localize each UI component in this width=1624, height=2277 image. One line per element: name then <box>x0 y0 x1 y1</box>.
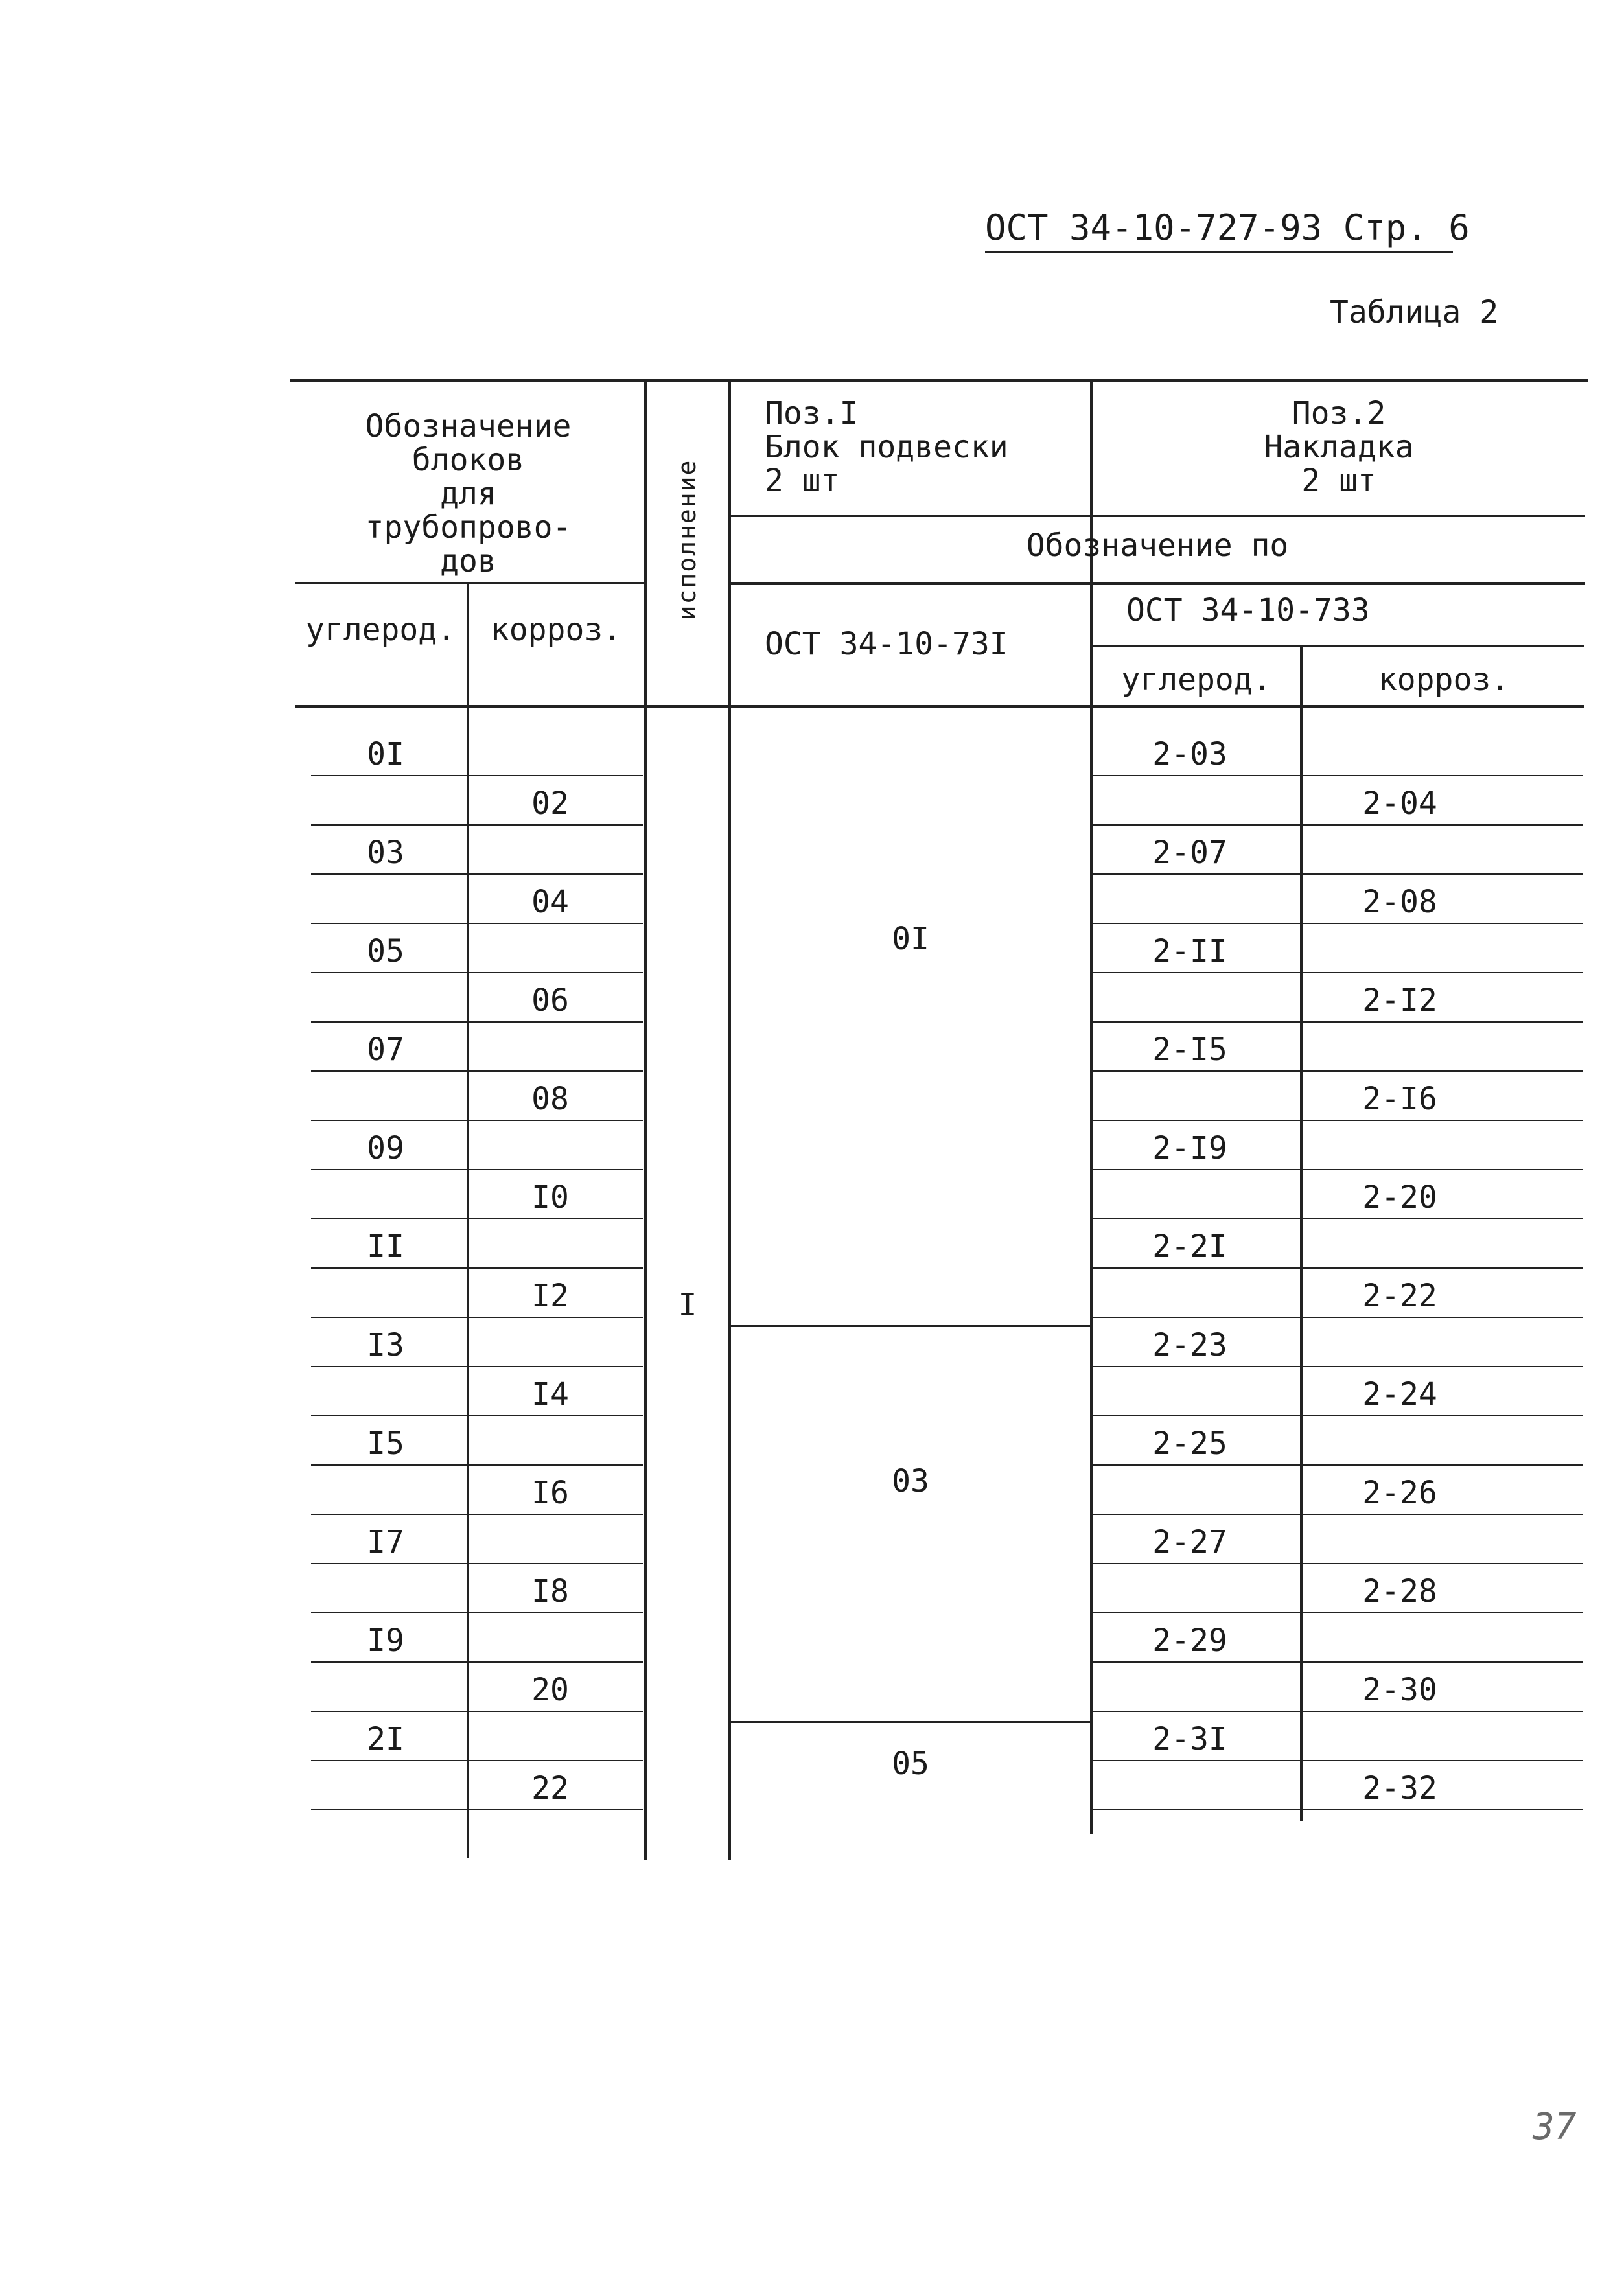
row-pos2-value: 2-I5 <box>1152 1032 1227 1068</box>
row-separator <box>311 1120 643 1121</box>
row-separator <box>1093 1563 1583 1564</box>
row-separator <box>1093 1415 1583 1416</box>
designation-header: Обозначение блоков для трубопрово- дов <box>365 408 572 579</box>
row-separator <box>311 824 643 826</box>
row-pos2-value: 2-II <box>1152 933 1227 969</box>
row-separator <box>311 1464 643 1466</box>
row-pos2-value: 2-I9 <box>1152 1130 1227 1166</box>
row-separator <box>311 1366 643 1367</box>
row-pos2-value: 2-08 <box>1362 884 1437 920</box>
line-pos-header <box>730 515 1585 517</box>
row-separator <box>1093 1809 1583 1810</box>
row-separator <box>311 1563 643 1564</box>
row-corrosion-value: 20 <box>531 1672 569 1708</box>
pos1-group-divider-2 <box>730 1721 1090 1723</box>
pos1-group-value: 05 <box>892 1746 929 1782</box>
pos2-carbon-subheader: углерод. <box>1121 662 1271 698</box>
row-separator <box>1093 1169 1583 1170</box>
row-corrosion-value: 22 <box>531 1770 569 1807</box>
row-corrosion-value: I4 <box>531 1376 569 1413</box>
row-pos2-value: 2-I2 <box>1362 982 1437 1019</box>
row-separator <box>311 1267 643 1269</box>
pos2-corrosion-subheader: корроз. <box>1378 662 1510 698</box>
row-corrosion-value: 04 <box>531 884 569 920</box>
line-pos2-sub <box>1091 645 1584 647</box>
row-separator <box>311 1760 643 1761</box>
row-pos2-value: 2-27 <box>1152 1524 1227 1560</box>
row-separator <box>311 923 643 924</box>
row-pos2-value: 2-30 <box>1362 1672 1437 1708</box>
row-carbon-value: 05 <box>367 933 404 969</box>
row-pos2-value: 2-22 <box>1362 1278 1437 1314</box>
row-separator <box>1093 1612 1583 1613</box>
row-pos2-value: 2-32 <box>1362 1770 1437 1807</box>
designation-by-header: Обозначение по <box>1026 527 1289 564</box>
row-carbon-value: I9 <box>367 1623 404 1659</box>
row-separator <box>1093 1218 1583 1219</box>
row-separator <box>311 1317 643 1318</box>
pos1-header: Поз.I Блок подвески 2 шт <box>765 395 1008 499</box>
row-carbon-value: I7 <box>367 1524 404 1560</box>
row-separator <box>311 1612 643 1613</box>
row-pos2-value: 2-2I <box>1152 1229 1227 1265</box>
row-separator <box>1093 1070 1583 1072</box>
row-pos2-value: 2-07 <box>1152 835 1227 871</box>
row-separator <box>1093 775 1583 776</box>
row-pos2-value: 2-26 <box>1362 1475 1437 1511</box>
corrosion-subheader: корроз. <box>490 612 622 648</box>
vline-version-right <box>728 379 731 1860</box>
row-pos2-value: 2-25 <box>1152 1426 1227 1462</box>
page-number: Стр. 6 <box>1343 207 1470 248</box>
row-separator <box>311 1661 643 1663</box>
corner-mark: 37 <box>1533 2106 1577 2148</box>
version-value: I <box>678 1287 697 1323</box>
row-separator <box>1093 923 1583 924</box>
row-pos2-value: 2-23 <box>1152 1327 1227 1363</box>
header-underline <box>985 251 1453 253</box>
carbon-subheader: углерод. <box>305 612 456 648</box>
row-separator <box>311 1021 643 1023</box>
row-separator <box>1093 972 1583 973</box>
row-separator <box>311 1514 643 1515</box>
version-header: исполнение <box>673 459 701 621</box>
row-pos2-value: 2-20 <box>1362 1179 1437 1216</box>
vline-designation-split <box>467 582 469 1858</box>
row-carbon-value: 07 <box>367 1032 404 1068</box>
row-carbon-value: II <box>367 1229 404 1265</box>
row-corrosion-value: 06 <box>531 982 569 1019</box>
row-pos2-value: 2-28 <box>1362 1573 1437 1610</box>
pos1-group-value: 03 <box>892 1463 929 1499</box>
row-separator <box>311 1809 643 1810</box>
pos1-group-divider-1 <box>730 1325 1090 1327</box>
row-separator <box>311 873 643 875</box>
row-separator <box>1093 1120 1583 1121</box>
vline-version-left <box>644 379 647 1860</box>
row-separator <box>1093 1514 1583 1515</box>
pos1-group-value: 0I <box>892 921 929 957</box>
line-designation-split <box>295 582 644 584</box>
row-separator <box>311 1711 643 1712</box>
row-separator <box>311 1070 643 1072</box>
table-header-bottom <box>295 705 1584 708</box>
row-separator <box>1093 873 1583 875</box>
row-pos2-value: 2-29 <box>1152 1623 1227 1659</box>
row-separator <box>1093 1366 1583 1367</box>
row-separator <box>1093 1711 1583 1712</box>
standard-code: ОСТ 34-10-727-93 <box>985 207 1323 248</box>
row-separator <box>311 972 643 973</box>
row-carbon-value: I3 <box>367 1327 404 1363</box>
vline-pos2-left <box>1090 379 1093 1834</box>
row-separator <box>311 1218 643 1219</box>
row-separator <box>1093 824 1583 826</box>
row-corrosion-value: I6 <box>531 1475 569 1511</box>
table-top-border <box>290 379 1588 382</box>
row-pos2-value: 2-3I <box>1152 1721 1227 1757</box>
vline-pos2-split <box>1300 645 1303 1821</box>
document-code <box>985 207 1470 248</box>
row-pos2-value: 2-03 <box>1152 736 1227 772</box>
row-corrosion-value: I0 <box>531 1179 569 1216</box>
line-designation-by <box>730 582 1585 585</box>
row-separator <box>1093 1267 1583 1269</box>
table-label: Таблица 2 <box>1330 294 1499 330</box>
row-carbon-value: I5 <box>367 1426 404 1462</box>
row-corrosion-value: I2 <box>531 1278 569 1314</box>
row-corrosion-value: I8 <box>531 1573 569 1610</box>
row-separator <box>1093 1661 1583 1663</box>
pos2-standard: ОСТ 34-10-733 <box>1126 592 1370 629</box>
row-separator <box>1093 1760 1583 1761</box>
row-separator <box>311 1415 643 1416</box>
row-separator <box>311 775 643 776</box>
row-separator <box>1093 1021 1583 1023</box>
row-carbon-value: 03 <box>367 835 404 871</box>
row-pos2-value: 2-24 <box>1362 1376 1437 1413</box>
row-carbon-value: 0I <box>367 736 404 772</box>
row-pos2-value: 2-04 <box>1362 785 1437 822</box>
row-corrosion-value: 08 <box>531 1081 569 1117</box>
pos1-standard: ОСТ 34-10-73I <box>765 626 1008 662</box>
row-separator <box>1093 1317 1583 1318</box>
row-corrosion-value: 02 <box>531 785 569 822</box>
row-pos2-value: 2-I6 <box>1362 1081 1437 1117</box>
row-carbon-value: 2I <box>367 1721 404 1757</box>
row-separator <box>311 1169 643 1170</box>
row-carbon-value: 09 <box>367 1130 404 1166</box>
pos2-header: Поз.2 Накладка 2 шт <box>1264 395 1414 499</box>
row-separator <box>1093 1464 1583 1466</box>
